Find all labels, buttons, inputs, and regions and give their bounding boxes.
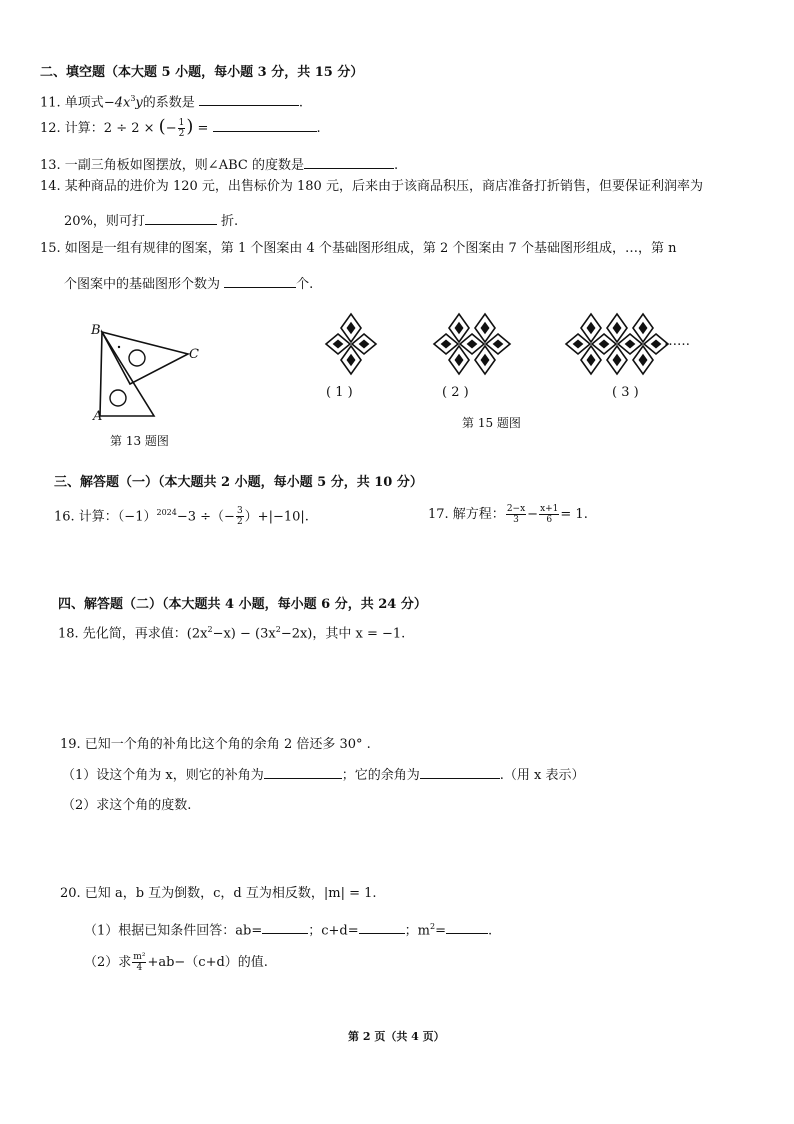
question-20-part-2 xyxy=(84,952,268,973)
figure-15-patterns xyxy=(300,312,700,382)
q18-prefix: 18. 先化简，再求值：(2x xyxy=(58,626,208,642)
q19-p1-pre: （1）设这个角为 x，则它的补角为 xyxy=(62,768,264,783)
q18-exp-2: 2 xyxy=(275,625,281,634)
question-19-stem: 19. 已知一个角的补角比这个角的余角 2 倍还多 30° . xyxy=(60,737,371,752)
q12-neg: − xyxy=(165,121,177,136)
q20-p2-post: +ab−（c+d）的值. xyxy=(147,955,268,970)
question-15-line-1: 15. 如图是一组有规律的图案，第 1 个图案由 4 个基础图形组成，第 2 个图案由 7 个基础图形组成，…，第 n xyxy=(40,241,677,256)
q17-fraction-1 xyxy=(506,504,526,525)
q20-ab-blank[interactable] xyxy=(262,921,308,934)
q12-answer-blank[interactable] xyxy=(213,119,317,132)
question-20-part-1 xyxy=(84,918,492,940)
q16-post: ）+|−10|. xyxy=(244,509,309,525)
q11-expr-b: y xyxy=(135,95,143,111)
section-2-header: 二、填空题（本大题 5 小题，每小题 3 分，共 15 分） xyxy=(40,65,364,80)
q13-end: . xyxy=(393,158,399,173)
question-15-line-2 xyxy=(64,275,313,294)
q15-line2-post: 个. xyxy=(296,277,314,292)
q20-p1-pre: （1）根据已知条件回答：ab= xyxy=(84,923,263,939)
angle-mark-dot xyxy=(118,346,120,348)
pattern-1-label: ( 1 ) xyxy=(326,385,353,400)
q16-exponent: 2024 xyxy=(156,508,177,517)
q17-minus: − xyxy=(527,507,539,522)
pattern-1 xyxy=(326,314,376,374)
q20-p1-c-eq: = xyxy=(435,923,446,939)
q20-p1-end: . xyxy=(487,923,493,939)
q16-num: 3 xyxy=(236,506,243,517)
q12-end: . xyxy=(316,121,321,136)
question-20-stem: 20. 已知 a，b 互为倒数，c，d 互为相反数，|m| = 1. xyxy=(60,886,377,901)
q11-prefix: 11. 单项式 xyxy=(40,95,104,111)
q12-equals: = xyxy=(193,121,209,136)
q18-post: −2x)，其中 x = −1. xyxy=(280,626,406,642)
q11-end: . xyxy=(298,95,304,111)
q17-num-2: x+1 xyxy=(540,504,559,514)
figure-13-caption: 第 13 题图 xyxy=(110,434,169,448)
q17-fraction-2 xyxy=(539,504,559,525)
pattern-2 xyxy=(434,314,510,374)
q19-p1-post: .（用 x 表示） xyxy=(499,768,585,783)
q14-line2-post: 折. xyxy=(221,214,239,229)
q19-supplement-blank[interactable] xyxy=(264,766,342,779)
q20-num: m² xyxy=(133,952,146,962)
q13-answer-blank[interactable] xyxy=(304,156,394,169)
q11-exponent: 3 xyxy=(130,94,136,103)
question-12 xyxy=(40,118,321,139)
section-3-header: 三、解答题（一）（本大题共 2 小题，每小题 5 分，共 10 分） xyxy=(54,475,423,490)
question-19-part-1 xyxy=(62,766,585,785)
question-17 xyxy=(428,504,588,525)
question-13 xyxy=(40,156,398,175)
pattern-ellipsis: …… xyxy=(664,334,690,349)
q17-den-1: 3 xyxy=(513,515,519,525)
q14-line2-pre: 20%，则可打 xyxy=(64,214,145,229)
question-14-line-2 xyxy=(64,212,238,231)
q12-prefix: 12. 计算：2 ÷ 2 × xyxy=(40,121,159,136)
q19-complement-blank[interactable] xyxy=(420,766,500,779)
question-19-part-2: （2）求这个角的度数. xyxy=(62,798,192,813)
q11-post: 的系数是 xyxy=(142,95,195,111)
section-4-header: 四、解答题（二）（本大题共 4 小题，每小题 6 分，共 24 分） xyxy=(58,597,427,612)
q12-fraction xyxy=(178,118,186,139)
upper-triangle-hole xyxy=(129,350,145,366)
q13-text: 13. 一副三角板如图摆放，则∠ABC 的度数是 xyxy=(40,158,304,173)
question-14-line-1: 14. 某种商品的进价为 120 元，出售标价为 180 元，后来由于该商品积压，商店准备打折销售，但要保证利润率为 xyxy=(40,179,703,194)
q15-line2-pre: 个图案中的基础图形个数为 xyxy=(64,277,221,292)
label-b: B xyxy=(91,323,101,338)
q18-mid: −x) − (3x xyxy=(212,626,276,642)
q16-fraction xyxy=(236,506,244,527)
q17-prefix: 17. 解方程： xyxy=(428,507,505,522)
question-11 xyxy=(40,90,303,112)
q12-den: 2 xyxy=(178,129,185,139)
q12-num: 1 xyxy=(178,118,185,128)
q16-den: 2 xyxy=(236,517,243,528)
q16-prefix: 16. 计算：（−1） xyxy=(54,509,157,525)
q11-expr-a: −4x xyxy=(103,95,131,111)
q17-num-1: 2−x xyxy=(506,504,526,514)
lower-triangle-hole xyxy=(110,390,126,406)
q20-p1-c-exp: 2 xyxy=(429,922,436,931)
q20-cd-blank[interactable] xyxy=(359,921,405,934)
pattern-3-label: ( 3 ) xyxy=(612,385,639,400)
q15-answer-blank[interactable] xyxy=(224,275,296,288)
q20-fraction xyxy=(132,952,146,973)
q17-post: = 1. xyxy=(560,507,588,522)
page-footer: 第 2 页（共 4 页） xyxy=(348,1030,445,1043)
q20-p1-c: ；m xyxy=(404,923,430,939)
figure-15-caption: 第 15 题图 xyxy=(462,416,521,430)
q20-p1-b: ；c+d= xyxy=(308,923,359,939)
question-16 xyxy=(54,504,309,527)
q18-exp-1: 2 xyxy=(207,625,213,634)
figure-13-triangles xyxy=(88,322,208,432)
pattern-2-label: ( 2 ) xyxy=(442,385,469,400)
q12-right-paren: ) xyxy=(186,116,194,137)
q20-m2-blank[interactable] xyxy=(446,921,488,934)
label-c: C xyxy=(189,347,199,362)
q12-left-paren: ( xyxy=(158,116,166,137)
q17-den-2: 6 xyxy=(546,515,553,525)
q16-mid: −3 ÷（− xyxy=(176,509,235,525)
question-18 xyxy=(58,621,405,643)
q20-den: 4 xyxy=(136,963,143,973)
q20-p2-pre: （2）求 xyxy=(84,955,132,970)
label-a: A xyxy=(93,409,103,424)
q14-answer-blank[interactable] xyxy=(145,212,217,225)
pattern-3 xyxy=(566,314,668,374)
q19-p1-mid: ；它的余角为 xyxy=(341,768,420,783)
q11-answer-blank[interactable] xyxy=(199,93,299,106)
